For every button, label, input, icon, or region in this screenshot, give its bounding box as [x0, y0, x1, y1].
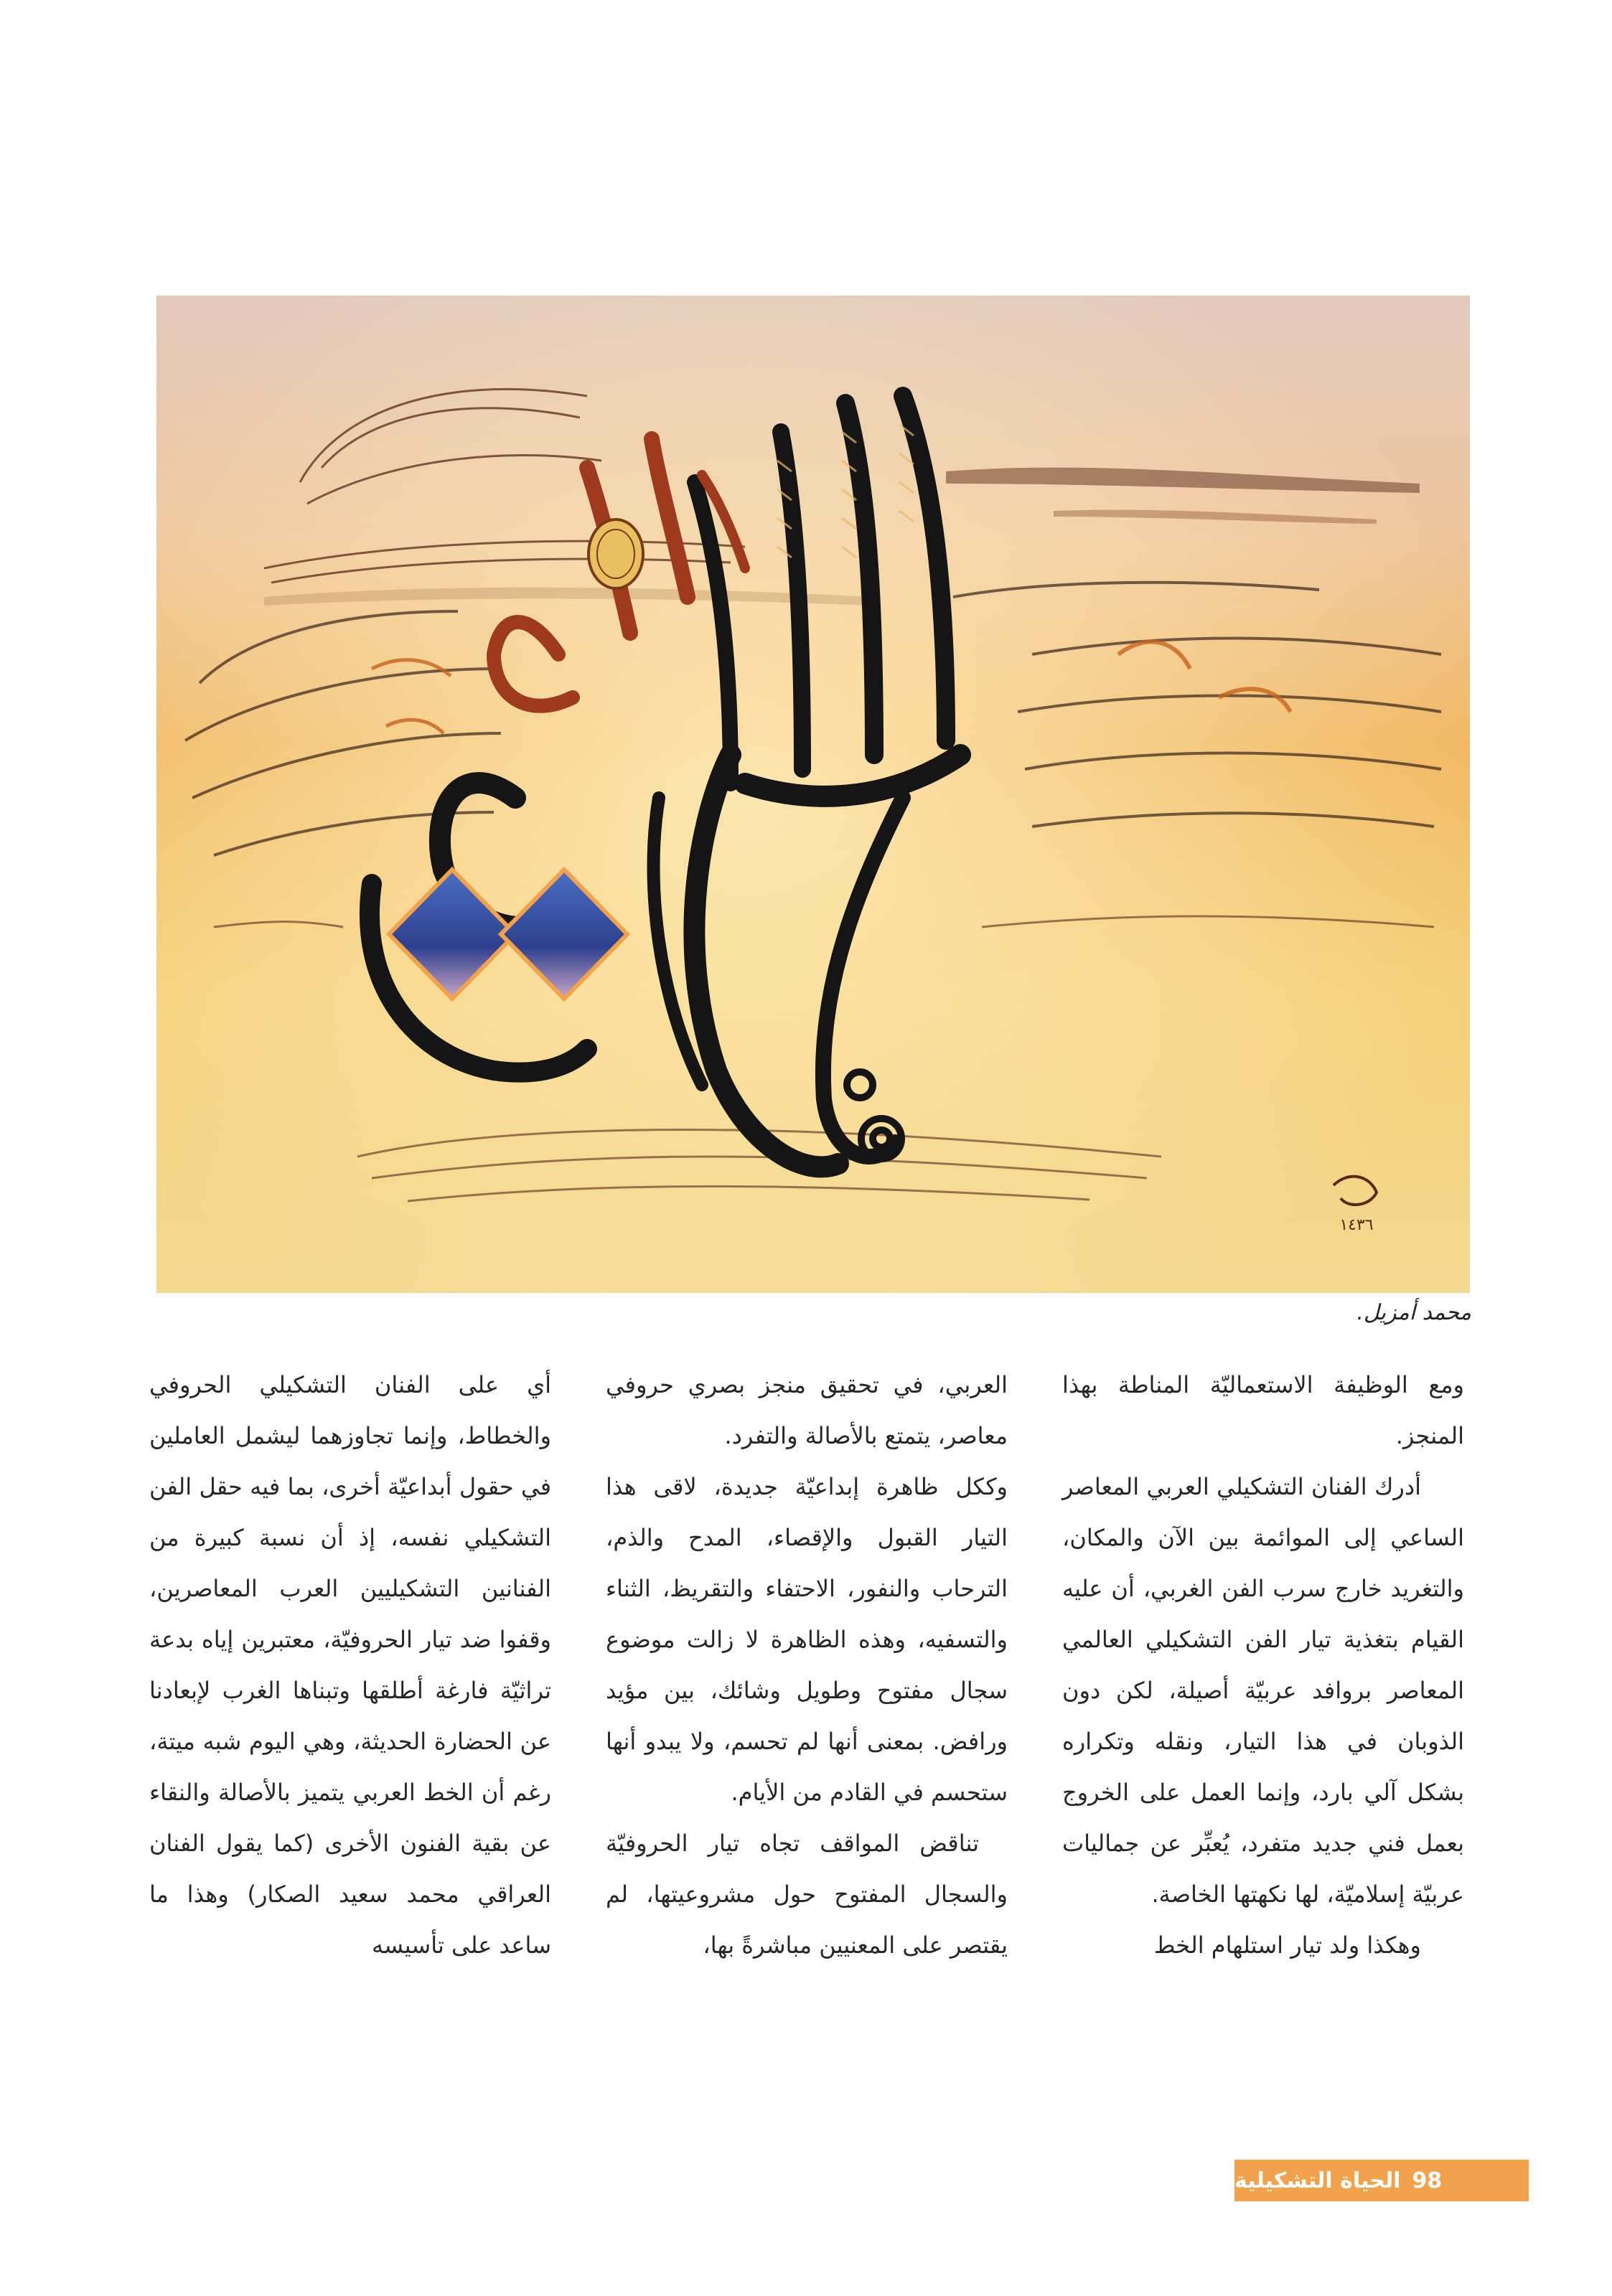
text-column-left	[149, 1360, 551, 1971]
page-number: 98	[1412, 2168, 1443, 2193]
page-footer	[1234, 2160, 1529, 2201]
paragraph: وككل ظاهرة إبداعيّة جديدة، لاقى هذا التيار القبول والإقصاء، المدح والذم، الترحاب والنفور، الاحتفاء والتقريظ، الثناء والتسفيه، وهذه الظاهرة لا زالت موضوع سجال مفتوح وطويل وشائك، بين مؤيد ورافض. بمعنى أنها لم تحسم، ولا يبدو أنها ستحسم في القادم من الأيام.	[606, 1473, 1008, 1806]
text-column-middle	[606, 1360, 1008, 1971]
signature-year: ١٤٣٦	[1339, 1216, 1374, 1234]
medallion	[589, 519, 643, 588]
paragraph: ومع الوظيفة الاستعماليّة المناطة بهذا المنجز.	[1062, 1371, 1464, 1449]
paragraph: وهكذا ولد تيار استلهام الخط	[1153, 1932, 1421, 1959]
calligraphy-artwork	[156, 296, 1470, 1293]
paragraph: العربي، في تحقيق منجز بصري حروفي معاصر، يتمتع بالأصالة والتفرد.	[606, 1371, 1008, 1449]
image-caption: محمد أمزيل.	[1356, 1300, 1471, 1325]
paragraph: أي على الفنان التشكيلي الحروفي والخطاط، وإنما تجاوزهما ليشمل العاملين في حقول أبداعيّة أخرى، بما فيه حقل الفن التشكيلي نفسه، إذ أن نسبة كبيرة من الفنانين التشكيليين العرب المعاصرين، وقفوا ضد تيار الحروفيّة، معتبرين إياه بدعة تراثيّة فارغة أطلقها وتبناها الغرب لإبعادنا عن الحضارة الحديثة، وهي اليوم شبه ميتة، رغم أن الخط العربي يتميز بالأصالة والنقاء عن بقية الفنون الأخرى (كما يقول الفنان العراقي محمد سعيد الصكار) وهذا ما ساعد على تأسيسه	[149, 1371, 551, 1959]
text-column-right	[1062, 1360, 1464, 1971]
paragraph: تناقض المواقف تجاه تيار الحروفيّة والسجال المفتوح حول مشروعيتها، لم يقتصر على المعنيين مباشرةً بها،	[606, 1830, 1008, 1959]
paragraph: أدرك الفنان التشكيلي العربي المعاصر الساعي إلى الموائمة بين الآن والمكان، والتغريد خارج سرب الفن الغربي، أن عليه القيام بتغذية تيار الفن التشكيلي العالمي المعاصر بروافد عربيّة أصيلة، لكن دون الذوبان في هذا التيار، ونقله وتكراره بشكل آلي بارد، وإنما العمل على الخروج بعمل فني جديد متفرد، يُعبِّر عن جماليات عربيّة إسلاميّة، لها نكهتها الخاصة.	[1062, 1473, 1464, 1908]
magazine-name: الحياة التشكيلية	[1234, 2168, 1401, 2193]
artwork-painting	[156, 296, 1470, 1293]
